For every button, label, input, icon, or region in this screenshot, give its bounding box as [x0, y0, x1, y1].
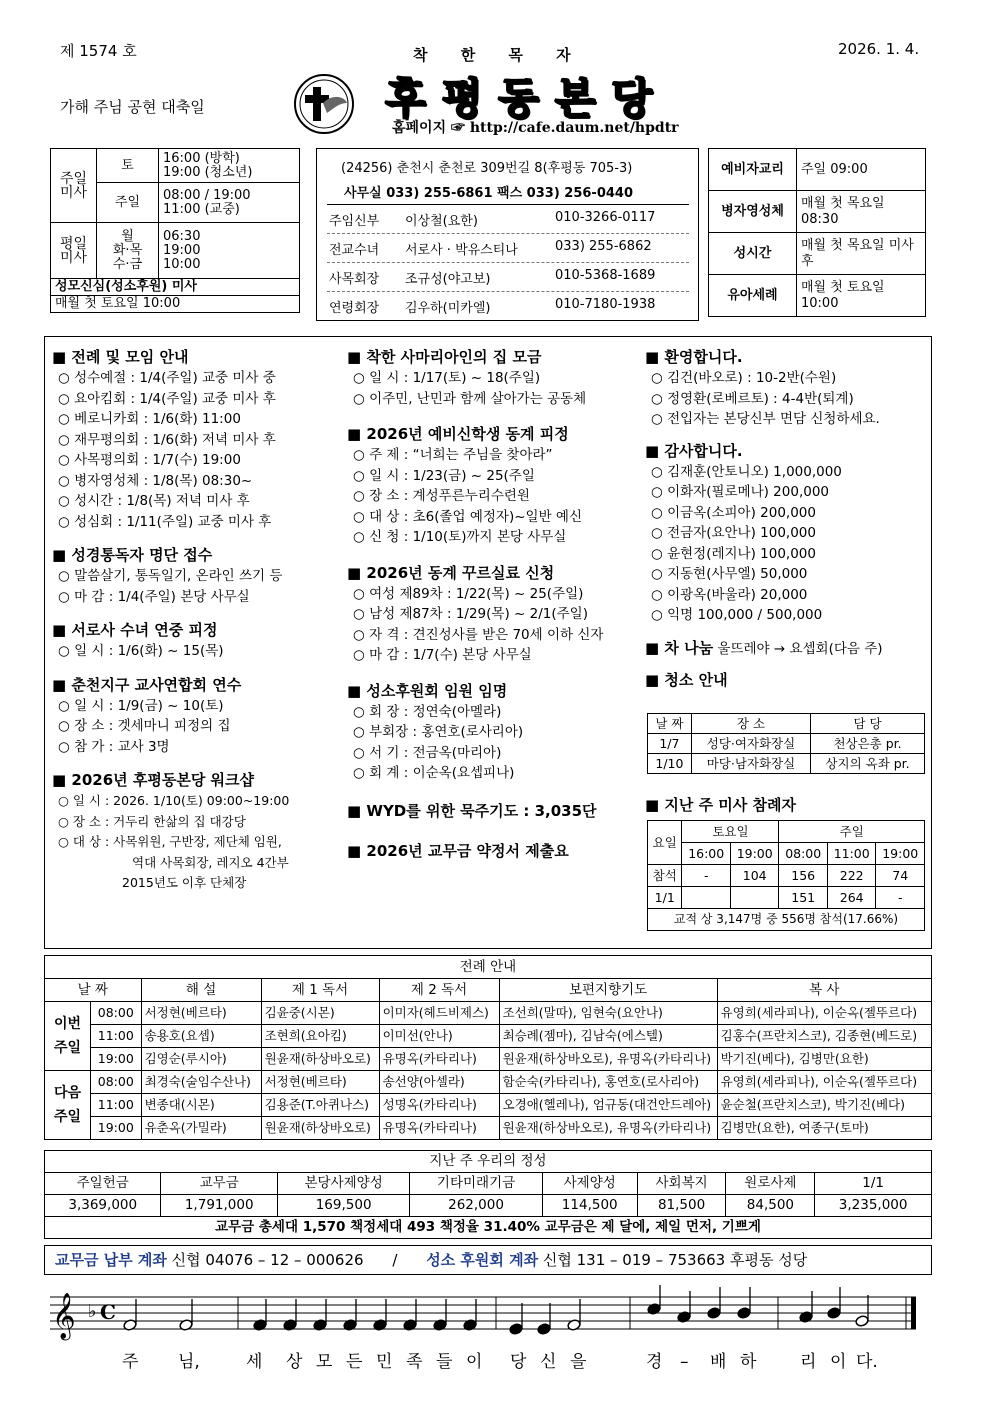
list-item: ○ 일 시 : 1/23(금) ~ 25(주일: [353, 467, 535, 484]
staff-role: 사목회장: [329, 272, 380, 287]
lyric-syllable: 다.: [856, 1352, 878, 1372]
note-head: [707, 1307, 721, 1320]
table-cell: 김용준(T.아퀴나스): [261, 1094, 379, 1117]
section-title: ■ WYD를 위한 묵주기도 : 3,035단: [347, 801, 597, 820]
section-title: ■ 2026년 교무금 약정서 제출요: [347, 841, 569, 860]
table-cell: 11:00: [91, 1094, 142, 1117]
section-title: ■ 춘천지구 교사연합회 연수: [52, 675, 242, 694]
mass-times-table: [50, 148, 300, 313]
schedule-value: 매월 첫 목요일 08:30: [797, 191, 926, 233]
list-item: ○ 자 격 : 견진성사를 받은 70세 이하 신자: [353, 626, 604, 643]
row-label: 참석: [648, 865, 682, 887]
list-item: ○ 장 소 : 겟세마니 피정의 집: [58, 718, 231, 734]
table-cell: 156: [779, 865, 828, 887]
list-item: ○ 서 기 : 전금옥(마리아): [353, 744, 502, 761]
lyric-syllable: 모: [316, 1352, 333, 1372]
table-cell: 최경숙(술임수산나): [141, 1071, 261, 1094]
list-item: ○ 남성 제87차 : 1/29(목) ~ 2/1(주일): [353, 606, 588, 622]
table-cell: 이미자(헤드비제스): [379, 1002, 499, 1025]
column-header: 1/1: [815, 1173, 932, 1195]
table-cell: 김윤중(시몬): [261, 1002, 379, 1025]
col3-announcements: [645, 346, 883, 691]
staff-row: [327, 291, 689, 320]
list-item: ○ 주 제 : “너희는 주님을 찾아라”: [353, 447, 553, 463]
staff-row: [327, 262, 689, 291]
treble-clef-icon: 𝄞: [52, 1293, 76, 1339]
staff-phone: 033) 255-6862: [555, 239, 652, 254]
column-header: 교무금: [161, 1173, 277, 1195]
list-item: ○ 신 청 : 1/10(토)까지 본당 사무실: [353, 529, 567, 545]
schedule-value: 매월 첫 목요일 미사 후: [797, 233, 926, 275]
table-cell: 최승례(젬마), 김남숙(에스텔): [499, 1025, 717, 1048]
list-item: ○ 이광옥(바울라) 20,000: [651, 586, 808, 603]
marian-mass-time: 매월 첫 토요일 10:00: [51, 296, 300, 313]
weekday-time: 06:30: [163, 228, 201, 244]
lyric-syllable: 경: [646, 1352, 663, 1372]
list-item-continued: 역대 사목회장, 레지오 4간부: [132, 854, 289, 870]
staff-phone: 010-7180-1938: [555, 297, 656, 312]
section-title: ■ 차 나눔: [645, 638, 714, 657]
table-cell: 08:00: [91, 1071, 142, 1094]
list-item: ○ 이금옥(소피아) 200,000: [651, 504, 816, 521]
lyric-syllable: 배: [710, 1352, 727, 1372]
lyric-syllable: –: [680, 1352, 689, 1372]
section-title: ■ 2026년 후평동본당 워크샵: [52, 771, 254, 789]
table-cell: 264: [827, 887, 876, 909]
table-cell: 윤순철(프란치스코), 박기진(베다): [717, 1094, 931, 1117]
list-item: ○ 정영환(로베르토) : 4-4반(퇴계): [651, 390, 854, 407]
homepage-link[interactable]: 홈페이지 ☞ http://cafe.daum.net/hpdtr: [392, 120, 679, 136]
lyrics-group: [122, 1351, 878, 1372]
table-cell: 74: [876, 865, 925, 887]
note-head: [509, 1323, 523, 1336]
list-item: ○ 전금자(요안나) 100,000: [651, 525, 816, 541]
issue-number: 제 1574 호: [60, 42, 137, 60]
list-item: ○ 요아킴회 : 1/4(주일) 교중 미사 후: [58, 390, 276, 407]
column-header: 담 당: [811, 714, 925, 734]
section-title: ■ 성소후원회 임원 임명: [347, 681, 508, 700]
table-cell: -: [876, 887, 925, 909]
list-item: ○ 전입자는 본당신부 면담 신청하세요.: [651, 411, 880, 427]
list-item: ○ 이주민, 난민과 함께 살아가는 공동체: [353, 390, 587, 407]
list-item: ○ 사목평의회 : 1/7(수) 19:00: [58, 452, 241, 468]
table-cell: 김홍수(프란치스코), 김종현(베드로): [717, 1025, 931, 1048]
cleaning-table: [647, 713, 925, 774]
account-label: 성소 후원회 계좌: [426, 1251, 539, 1269]
list-item: ○ 일 시 : 2026. 1/10(토) 09:00~19:00: [58, 793, 290, 808]
list-item: ○ 성심회 : 1/11(주일) 교중 미사 후: [58, 513, 272, 530]
lyric-syllable: 을: [570, 1352, 587, 1372]
staff-role: 전교수녀: [329, 243, 380, 258]
staff-name: 김우하(미카엘): [405, 301, 491, 316]
staff-name: 조규성(야고보): [405, 272, 491, 287]
column-header: 주일헌금: [45, 1173, 161, 1195]
table-cell: 상지의 옥좌 pr.: [811, 754, 925, 774]
section-title: ■ 서로사 수녀 연중 피정: [52, 621, 218, 639]
table-cell: 1/10: [648, 754, 692, 774]
column-header: 16:00: [682, 843, 731, 865]
note-head: [737, 1307, 751, 1320]
list-item: ○ 재무평의회 : 1/6(화) 저녁 미사 후: [58, 431, 276, 448]
list-item: ○ 병자영성체 : 1/8(목) 08:30~: [58, 472, 253, 489]
share-text: 울뜨레야 → 요셉회(다음 주): [717, 640, 883, 657]
weekday-day: 수·금: [112, 256, 143, 272]
table-cell: 성명옥(카타리나): [379, 1094, 499, 1117]
weekday-day: 월: [121, 228, 134, 244]
sun-label: 주일: [97, 183, 159, 223]
lyric-syllable: 하: [740, 1352, 757, 1372]
list-item: ○ 윤현정(레지나) 100,000: [651, 545, 816, 562]
issue-date: 2026. 1. 4.: [838, 40, 920, 58]
table-cell: 함순숙(카타리나), 홍연호(로사리아): [499, 1071, 717, 1094]
sunday-mass-label: 주일 미사: [51, 149, 97, 223]
table-cell: 원윤재(하상바오로), 유명옥(카타리나): [499, 1117, 717, 1140]
table-cell: 169,500: [277, 1195, 409, 1217]
row-group-label: 이번 주일: [45, 1002, 91, 1071]
table-cell: 서정현(베르타): [141, 1002, 261, 1025]
list-item: ○ 익명 100,000 / 500,000: [651, 607, 823, 623]
table-cell: 19:00: [91, 1048, 142, 1071]
lyric-syllable: 들: [436, 1352, 453, 1372]
account-number: 신협 04076 – 12 – 000626: [171, 1251, 364, 1269]
list-item: ○ 일 시 : 1/17(토) ~ 18(주일): [353, 370, 541, 386]
table-cell: 1/7: [648, 734, 692, 754]
lyric-syllable: 리: [800, 1352, 817, 1372]
col1-announcements: [52, 346, 289, 894]
lyric-syllable: 든: [346, 1352, 363, 1372]
column-header: 19:00: [876, 843, 925, 865]
lyric-syllable: 족: [406, 1352, 423, 1372]
lyric-syllable: 민: [376, 1352, 393, 1372]
column-header: 본당사제양성: [277, 1173, 409, 1195]
attendance-table: [647, 820, 925, 931]
offering-title: 지난 주 우리의 정성: [45, 1151, 932, 1173]
list-item: ○ 김건(바오로) : 10-2반(수원): [651, 370, 837, 386]
column-header: 기타미래기금: [410, 1173, 542, 1195]
lyric-syllable: 상: [286, 1352, 303, 1372]
column-header: 원로사제: [726, 1173, 815, 1195]
schedule-key: 유아세례: [709, 275, 797, 317]
sunday-name: 가해 주님 공현 대축일: [60, 98, 205, 116]
list-item: ○ 말씀살기, 통독일기, 온라인 쓰기 등: [58, 568, 283, 584]
table-cell: 19:00: [91, 1117, 142, 1140]
column-header: 제 2 독서: [379, 979, 499, 1002]
table-cell: 오경애(헬레나), 엄규동(대건안드레아): [499, 1094, 717, 1117]
column-header: 복 사: [717, 979, 931, 1002]
list-item: ○ 장 소 : 계성푸른누리수련원: [353, 488, 530, 504]
list-item: ○ 대 상 : 사목위원, 구반장, 제단체 임원,: [58, 834, 282, 849]
schedule-key: 병자영성체: [709, 191, 797, 233]
list-item: ○ 대 상 : 초6(졸업 예정자)~일반 예신: [353, 508, 583, 525]
column-header: 11:00: [827, 843, 876, 865]
staff-role: 연령회장: [329, 301, 380, 316]
table-cell: 유명옥(카타리나): [379, 1117, 499, 1140]
list-item: ○ 회 계 : 이순옥(요셉피나): [353, 765, 515, 781]
table-cell: 262,000: [410, 1195, 542, 1217]
list-item: ○ 장 소 : 거두리 한삶의 집 대강당: [58, 813, 246, 829]
staff-phone: 010-3266-0117: [555, 210, 656, 225]
flat-icon: ♭: [88, 1301, 97, 1322]
lyric-syllable: 세: [246, 1352, 263, 1372]
staff-row: [327, 233, 689, 262]
lyric-syllable: 이: [830, 1352, 847, 1372]
table-cell: 유영희(세라피나), 이순옥(젤뚜르다): [717, 1071, 931, 1094]
list-item: ○ 지동현(사무엘) 50,000: [651, 566, 808, 582]
table-cell: 김영순(루시아): [141, 1048, 261, 1071]
sun-time: 08:00 / 19:00: [163, 187, 251, 203]
sat-time: 16:00 (방학): [163, 150, 240, 166]
table-cell: 81,500: [637, 1195, 726, 1217]
section-title: ■ 청소 안내: [645, 671, 728, 689]
table-cell: 유명옥(카타리나): [379, 1048, 499, 1071]
table-cell: 원윤재(하상바오로): [261, 1048, 379, 1071]
lyric-syllable: 신: [540, 1352, 557, 1372]
section-title: ■ 감사합니다.: [645, 441, 743, 460]
schedule-table: [708, 148, 926, 317]
table-cell: 유영희(세라피나), 이순옥(젤뚜르다): [717, 1002, 931, 1025]
parish-info-box: [316, 148, 699, 321]
column-header: 장 소: [691, 714, 810, 734]
table-cell: 마당·남자화장실: [691, 754, 810, 774]
column-header: 해 설: [141, 979, 261, 1002]
sun-time: 11:00 (교중): [163, 201, 240, 217]
liturgy-title: 전례 안내: [45, 956, 932, 979]
table-cell: [730, 887, 779, 909]
table-cell: 김병만(요한), 여종구(토마): [717, 1117, 931, 1140]
staff-name: 이상철(요한): [405, 214, 478, 229]
time-signature-icon: C: [100, 1300, 116, 1324]
staff-role: 주임신부: [329, 214, 380, 229]
table-cell: 84,500: [726, 1195, 815, 1217]
table-cell: 송선양(아셀라): [379, 1071, 499, 1094]
account-number: 신협 131 – 019 – 753663 후평동 성당: [542, 1251, 808, 1269]
offering-table: [44, 1150, 932, 1239]
liturgy-table: [44, 955, 932, 1140]
table-cell: 원윤재(하상바오로): [261, 1117, 379, 1140]
parish-logo-icon: [293, 73, 355, 135]
table-cell: 3,235,000: [815, 1195, 932, 1217]
list-item: ○ 여성 제89차 : 1/22(목) ~ 25(주일): [353, 585, 584, 602]
column-header: 보편지향기도: [499, 979, 717, 1002]
list-item: ○ 이화자(필로메나) 200,000: [651, 484, 830, 500]
table-cell: 성당·여자화장실: [691, 734, 810, 754]
column-header: 08:00: [779, 843, 828, 865]
schedule-value: 매월 첫 토요일 10:00: [797, 275, 926, 317]
list-item: ○ 마 감 : 1/4(주일) 본당 사무실: [58, 588, 250, 605]
separator: /: [392, 1251, 398, 1269]
list-item: ○ 일 시 : 1/6(화) ~ 15(목): [58, 643, 224, 659]
note-head: [855, 1315, 869, 1328]
weekday-time: 10:00: [163, 256, 201, 272]
table-cell: 3,369,000: [45, 1195, 161, 1217]
section-title: ■ 전례 및 모임 안내: [52, 348, 189, 366]
list-item: ○ 김재훈(안토니오) 1,000,000: [651, 463, 842, 480]
weekday-day: 화·목: [112, 242, 143, 258]
table-cell: 조선희(말따), 임현숙(요안나): [499, 1002, 717, 1025]
table-cell: 원윤재(하상바오로), 유명옥(카타리나): [499, 1048, 717, 1071]
section-title: ■ 지난 주 미사 참례자: [645, 796, 796, 814]
column-header: 19:00: [730, 843, 779, 865]
section-title: ■ 환영합니다.: [645, 348, 743, 366]
table-cell: 조현희(요아킴): [261, 1025, 379, 1048]
list-item: ○ 부회장 : 홍연호(로사리아): [353, 724, 524, 740]
schedule-key: 성시간: [709, 233, 797, 275]
table-cell: 천상은총 pr.: [811, 734, 925, 754]
section-title: ■ 성경통독자 명단 접수: [52, 546, 213, 564]
row-label: 1/1: [648, 887, 682, 909]
table-cell: 변종대(시몬): [141, 1094, 261, 1117]
note-head: [537, 1323, 551, 1336]
parish-title: 후평동본당: [385, 74, 668, 123]
list-item-continued: 2015년도 이후 단체장: [122, 875, 247, 890]
table-cell: [682, 887, 731, 909]
column-header: 사회복지: [637, 1173, 726, 1195]
column-header: 주일: [779, 821, 925, 843]
table-cell: 이미선(안나): [379, 1025, 499, 1048]
table-cell: -: [682, 865, 731, 887]
table-cell: 08:00: [91, 1002, 142, 1025]
marian-mass-title: 성모신심(성소후원) 미사: [51, 279, 300, 296]
staff-name: 서로사 · 박유스티나: [405, 243, 518, 258]
table-cell: 11:00: [91, 1025, 142, 1048]
lyric-syllable: 당: [510, 1352, 527, 1372]
sat-time: 19:00 (청소년): [163, 164, 253, 180]
column-header: 날 짜: [648, 714, 692, 734]
lyric-syllable: 님,: [178, 1352, 200, 1372]
list-item: ○ 베로니카회 : 1/6(화) 11:00: [58, 411, 241, 427]
column-header: 사제양성: [542, 1173, 637, 1195]
list-item: ○ 마 감 : 1/7(수) 본당 사무실: [353, 647, 532, 663]
attendance-section: [645, 794, 796, 816]
schedule-value: 주일 09:00: [797, 149, 926, 191]
list-item: ○ 참 가 : 교사 3명: [58, 738, 170, 755]
bank-accounts: [44, 1245, 932, 1275]
offering-summary: 교무금 총세대 1,570 책정세대 493 책정율 31.40% 교무금은 제 달에, 제일 먼저, 기쁘게: [45, 1217, 932, 1239]
column-header: 제 1 독서: [261, 979, 379, 1002]
staff-phone: 010-5368-1689: [555, 268, 656, 283]
music-staff: [50, 1285, 920, 1385]
table-cell: 유춘옥(가밀라): [141, 1117, 261, 1140]
list-item: ○ 성시간 : 1/8(목) 저녁 미사 후: [58, 493, 250, 509]
column-header: 요일: [648, 821, 682, 865]
office-phone: 사무실 033) 255-6861 팩스 033) 256-0440: [344, 186, 634, 201]
attendance-summary: 교적 상 3,147명 중 556명 참석(17.66%): [648, 909, 925, 931]
lyric-syllable: 이: [466, 1352, 483, 1372]
table-cell: 1,791,000: [161, 1195, 277, 1217]
list-item: ○ 성수예절 : 1/4(주일) 교중 미사 중: [58, 370, 276, 386]
weekday-time: 19:00: [163, 242, 201, 258]
weekday-mass-label: 평일 미사: [51, 223, 97, 279]
table-cell: 151: [779, 887, 828, 909]
staff-row: [327, 204, 689, 233]
list-item: ○ 회 장 : 정연숙(아멜라): [353, 703, 502, 720]
row-group-label: 다음 주일: [45, 1071, 91, 1140]
table-cell: 송용호(요셉): [141, 1025, 261, 1048]
table-cell: 104: [730, 865, 779, 887]
account-label: 교무금 납부 계좌: [55, 1251, 167, 1269]
column-header: 날 짜: [45, 979, 142, 1002]
note-head: [827, 1307, 841, 1320]
section-title: ■ 2026년 동계 꾸르실료 신청: [347, 563, 555, 582]
column-header: 토요일: [682, 821, 779, 843]
table-cell: 박기진(베다), 김병만(요한): [717, 1048, 931, 1071]
slogan: 착 한 목 자: [413, 46, 585, 64]
list-item: ○ 일 시 : 1/9(금) ~ 10(토): [58, 697, 224, 714]
parish-address: (24256) 춘천시 춘천로 309번길 8(후평동 705-3): [341, 161, 633, 176]
table-cell: 서정현(베르타): [261, 1071, 379, 1094]
section-title: ■ 착한 사마리아인의 집 모금: [347, 348, 542, 366]
lyric-syllable: 주: [122, 1352, 139, 1372]
section-title: ■ 2026년 예비신학생 동계 피정: [347, 425, 569, 443]
col2-announcements: [347, 346, 603, 862]
sat-label: 토: [97, 149, 159, 183]
schedule-key: 예비자교리: [709, 149, 797, 191]
table-cell: 222: [827, 865, 876, 887]
table-cell: 114,500: [542, 1195, 637, 1217]
